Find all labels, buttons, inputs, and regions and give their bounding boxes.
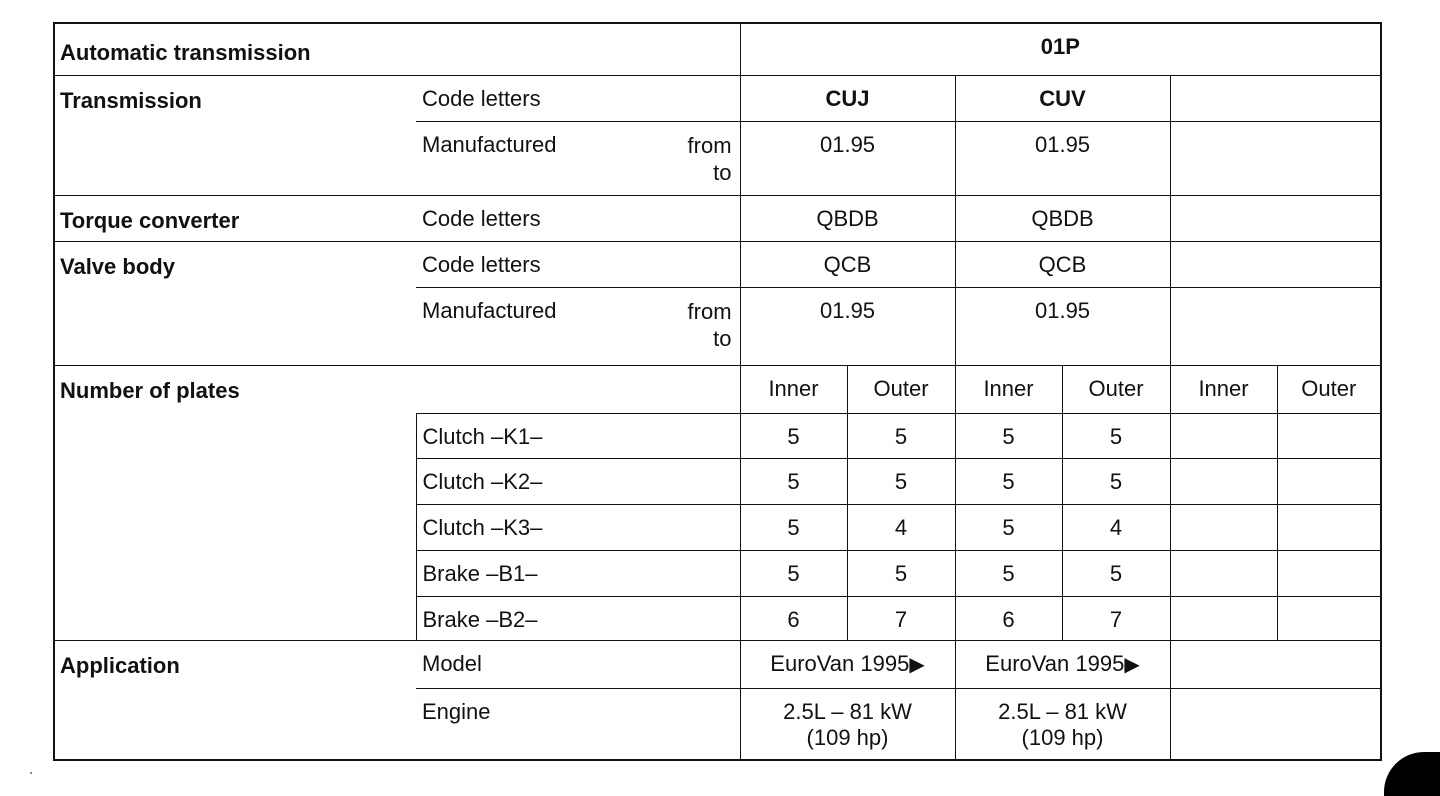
manufactured-label: Manufactured xyxy=(422,131,557,157)
empty-cell xyxy=(1277,413,1381,458)
plate-count: 7 xyxy=(847,596,955,640)
engine-value xyxy=(740,688,955,760)
inner-header: Inner xyxy=(955,365,1062,413)
code-cuj: CUJ xyxy=(740,75,955,121)
plate-component-label: Clutch –K3– xyxy=(416,504,740,550)
empty-cell xyxy=(1170,688,1381,760)
scan-speck xyxy=(30,772,32,774)
empty-cell xyxy=(1170,413,1277,458)
manufactured-from-value: 01.95 xyxy=(740,121,955,195)
torque-converter-code: QBDB xyxy=(955,195,1170,241)
plate-count: 5 xyxy=(955,504,1062,550)
empty-cell xyxy=(1277,504,1381,550)
outer-header: Outer xyxy=(847,365,955,413)
model-name: EuroVan 1995 xyxy=(770,650,910,676)
plate-count: 5 xyxy=(1062,550,1170,596)
manufactured-from-value: 01.95 xyxy=(955,121,1170,195)
empty-cell xyxy=(1277,596,1381,640)
section-application: Application xyxy=(54,640,416,760)
model-name: EuroVan 1995 xyxy=(985,650,1125,676)
empty-cell xyxy=(416,365,740,413)
application-model-row xyxy=(54,640,1381,688)
plate-component-label: Brake –B1– xyxy=(416,550,740,596)
to-label: to xyxy=(713,326,732,351)
torque-converter-code: QBDB xyxy=(740,195,955,241)
code-letters-label: Code letters xyxy=(416,75,740,121)
right-triangle-icon: ▶ xyxy=(909,653,925,676)
outer-header: Outer xyxy=(1062,365,1170,413)
plate-count: 5 xyxy=(740,413,847,458)
empty-cell xyxy=(1277,458,1381,504)
valve-body-code: QCB xyxy=(955,241,1170,287)
empty-cell xyxy=(1170,640,1381,688)
section-valve-body: Valve body xyxy=(54,241,416,365)
empty-cell xyxy=(1170,195,1381,241)
plate-count: 5 xyxy=(847,550,955,596)
plate-count: 7 xyxy=(1062,596,1170,640)
plate-count: 5 xyxy=(1062,458,1170,504)
transmission-spec-table xyxy=(53,22,1382,761)
model-value xyxy=(955,640,1170,688)
plate-count: 5 xyxy=(955,458,1062,504)
to-label: to xyxy=(713,160,732,185)
right-triangle-icon: ▶ xyxy=(1124,653,1140,676)
valve-body-code-row xyxy=(54,241,1381,287)
plate-count: 5 xyxy=(740,550,847,596)
engine-spec: 2.5L – 81 kW xyxy=(998,698,1127,724)
transmission-model-code: 01P xyxy=(740,23,1381,75)
plate-component-label: Clutch –K2– xyxy=(416,458,740,504)
manufactured-from-value: 01.95 xyxy=(740,287,955,365)
outer-header: Outer xyxy=(1277,365,1381,413)
plate-component-label: Brake –B2– xyxy=(416,596,740,640)
manufactured-cell xyxy=(416,121,740,195)
plate-component-label: Clutch –K1– xyxy=(416,413,740,458)
header-row xyxy=(54,23,1381,75)
engine-hp: (109 hp) xyxy=(806,724,889,750)
plate-count: 5 xyxy=(847,413,955,458)
engine-spec: 2.5L – 81 kW xyxy=(783,698,912,724)
code-cuv: CUV xyxy=(955,75,1170,121)
plate-count: 5 xyxy=(955,413,1062,458)
model-label: Model xyxy=(416,640,740,688)
valve-body-code: QCB xyxy=(740,241,955,287)
plate-count: 5 xyxy=(740,504,847,550)
engine-hp: (109 hp) xyxy=(1021,724,1104,750)
plate-count: 6 xyxy=(740,596,847,640)
page-corner-mark xyxy=(1384,752,1440,796)
manufactured-cell xyxy=(416,287,740,365)
code-letters-label: Code letters xyxy=(416,241,740,287)
empty-cell xyxy=(1170,504,1277,550)
plate-count: 4 xyxy=(1062,504,1170,550)
manufactured-label: Manufactured xyxy=(422,297,557,323)
model-value xyxy=(740,640,955,688)
plate-count: 5 xyxy=(740,458,847,504)
empty-cell xyxy=(1170,75,1381,121)
empty-cell xyxy=(1277,550,1381,596)
empty-cell xyxy=(1170,458,1277,504)
plate-count: 6 xyxy=(955,596,1062,640)
from-label: from xyxy=(687,298,732,324)
empty-cell xyxy=(1170,241,1381,287)
engine-value xyxy=(955,688,1170,760)
plate-count: 5 xyxy=(955,550,1062,596)
empty-cell xyxy=(1170,287,1381,365)
engine-label: Engine xyxy=(416,688,740,760)
inner-header: Inner xyxy=(1170,365,1277,413)
plate-count: 4 xyxy=(847,504,955,550)
section-number-of-plates: Number of plates xyxy=(54,365,416,640)
empty-cell xyxy=(1170,596,1277,640)
plate-count: 5 xyxy=(1062,413,1170,458)
empty-cell xyxy=(1170,121,1381,195)
plates-header-row xyxy=(54,365,1381,413)
code-letters-label: Code letters xyxy=(416,195,740,241)
inner-header: Inner xyxy=(740,365,847,413)
section-torque-converter: Torque converter xyxy=(54,195,416,241)
section-transmission: Transmission xyxy=(54,75,416,195)
manufactured-from-value: 01.95 xyxy=(955,287,1170,365)
torque-converter-row xyxy=(54,195,1381,241)
from-label: from xyxy=(687,132,732,158)
transmission-code-row xyxy=(54,75,1381,121)
empty-cell xyxy=(1170,550,1277,596)
table-title: Automatic transmission xyxy=(54,23,740,75)
plate-count: 5 xyxy=(847,458,955,504)
